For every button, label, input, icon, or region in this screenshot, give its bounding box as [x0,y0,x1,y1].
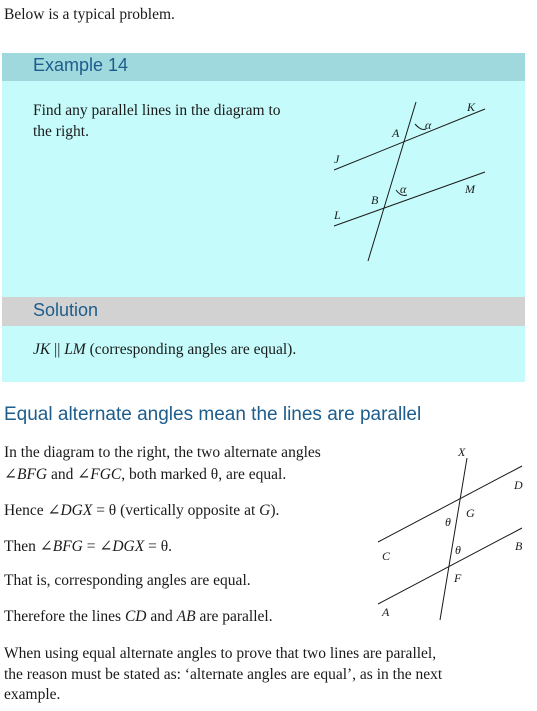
line-lm [334,172,485,226]
line-jk [334,109,485,170]
label-x: X [458,445,466,459]
paragraph-1-line-2: ∠BFG and ∠FGC, both marked θ, are equal. [4,466,287,483]
paragraph-1-line-1: In the diagram to the right, the two alternate angles [4,444,321,461]
closing-line-1: When using equal alternate angles to prove that two lines are parallel, [4,645,437,662]
label-l: L [334,208,341,222]
label-b: B [515,539,523,553]
label-g: G [466,506,475,520]
line-cd [378,466,522,542]
label-k: K [467,100,476,114]
label-alpha-a: α [425,118,432,132]
solution-title: Solution [33,300,99,320]
paragraph-2: Hence ∠DGX = θ (vertically opposite at G). [4,502,280,519]
label-b: B [371,193,379,207]
paragraph-3: Then ∠BFG = ∠DGX = θ. [4,538,172,555]
label-j: J [334,152,340,166]
closing-line-2: the reason must be stated as: ‘alternate angles are equal’, as in the next [4,666,443,683]
solution-text: JK || LM (corresponding angles are equal). [33,341,297,358]
label-a: A [392,126,400,140]
problem-text-line-2: the right. [33,123,89,140]
label-f: F [454,571,462,585]
intro-text: Below is a typical problem. [4,6,175,23]
section-heading: Equal alternate angles mean the lines are parallel [4,404,422,425]
paragraph-5: Therefore the lines CD and AB are parallel. [4,608,273,625]
closing-line-3: example. [4,686,61,703]
transversal-x [440,458,467,620]
line-ab [378,528,522,604]
alternate-angles-diagram [370,442,530,627]
label-d: D [514,478,523,492]
example-title: Example 14 [33,55,129,75]
label-c: C [382,549,391,563]
example-diagram [320,95,520,270]
problem-text-line-1: Find any parallel lines in the diagram to [33,102,281,119]
label-alpha-b: α [400,182,407,196]
theta-g: θ [445,515,451,529]
theta-f: θ [455,543,461,557]
label-a: A [382,605,390,619]
label-m: M [465,182,475,196]
paragraph-4: That is, corresponding angles are equal. [4,572,251,589]
